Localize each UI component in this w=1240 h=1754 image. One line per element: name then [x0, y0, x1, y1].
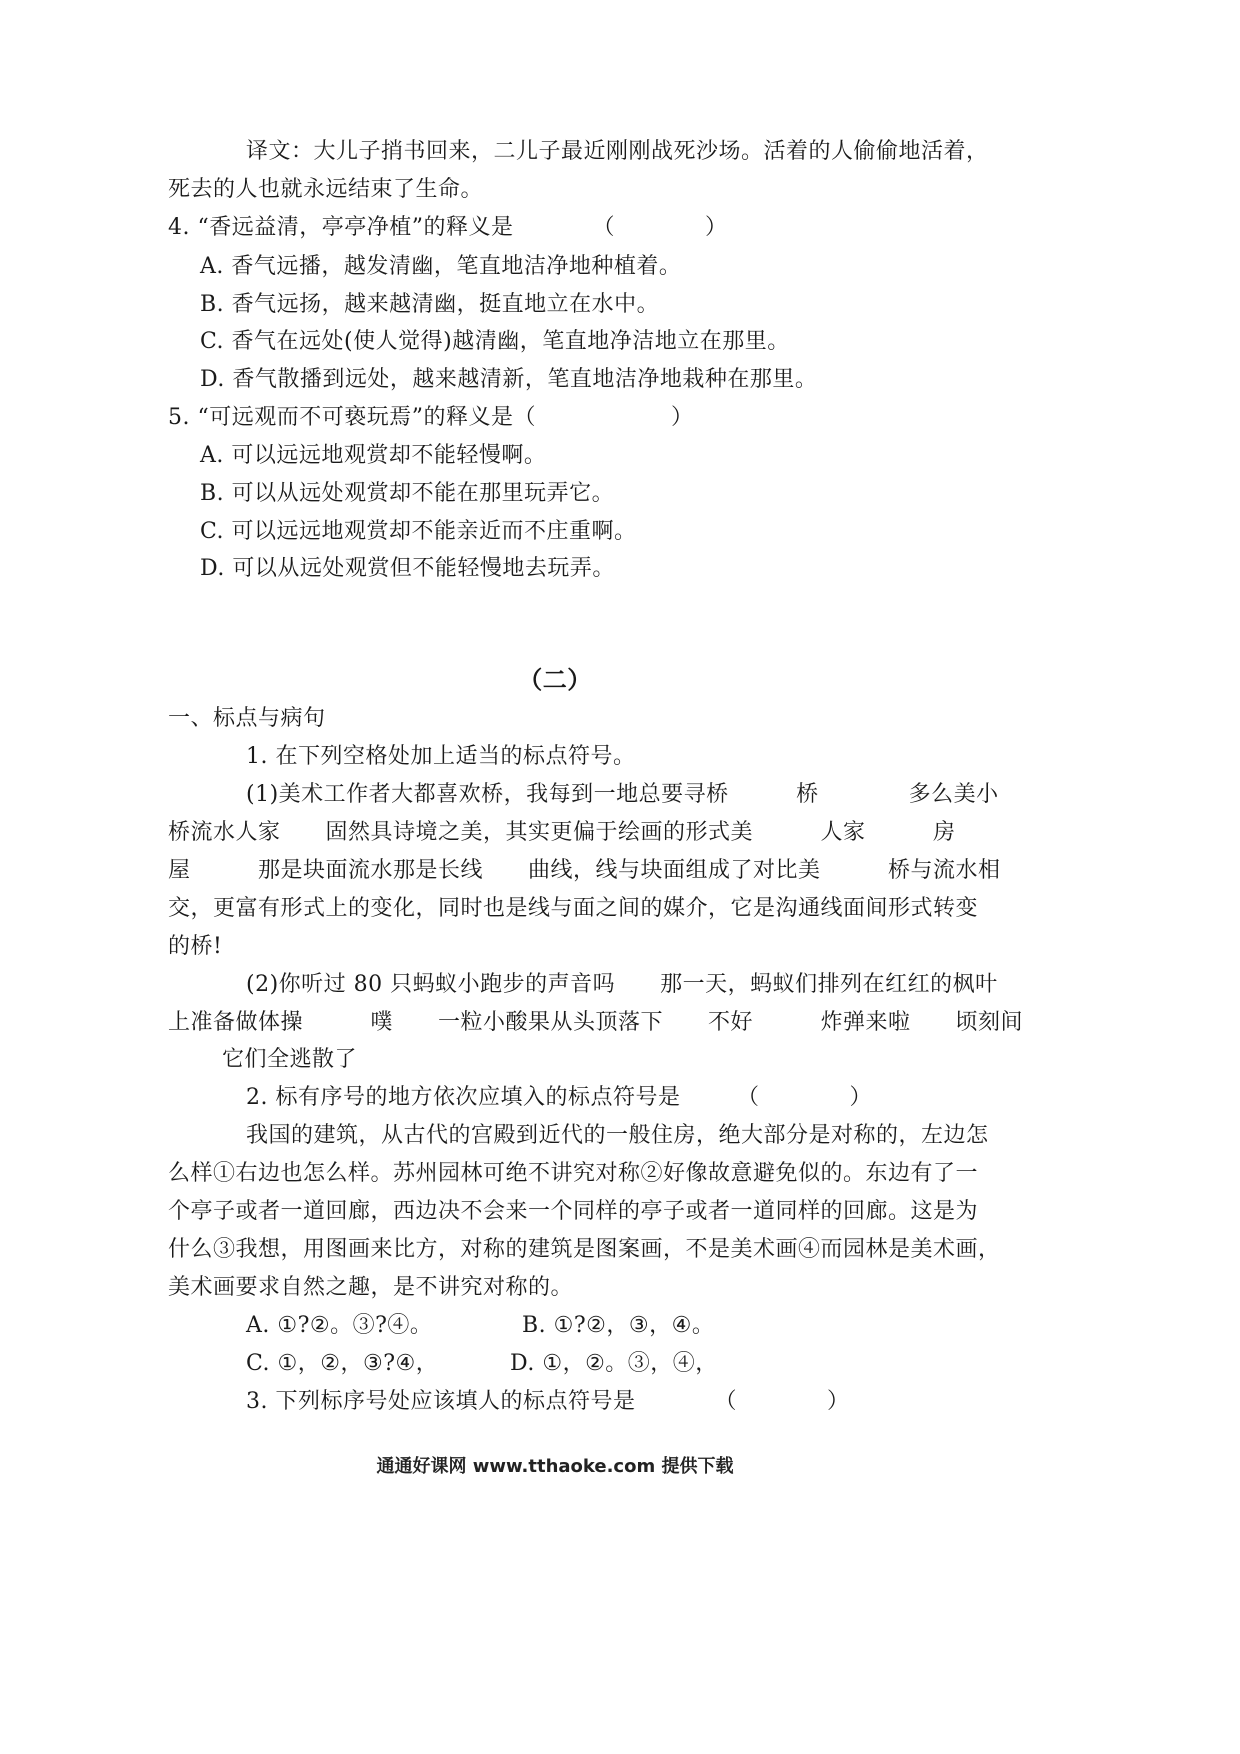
page-footer: 通通好课网 www.tthaoke.com 提供下载	[376, 1456, 734, 1477]
translation-line-1: 译文：大儿子捎书回来，二儿子最近刚刚战死沙场。活着的人偷偷地活着，	[246, 139, 989, 164]
passage-2-line-3: 它们全逃散了	[222, 1047, 358, 1072]
question-4-option-b: B. 香气远扬，越来越清幽，挺直地立在水中。	[200, 292, 660, 317]
section-title: （二）	[518, 665, 592, 694]
question-4-stem: 4. “香远益清，亭亭净植”的释义是 （ ）	[168, 215, 728, 240]
section-heading: 一、标点与病句	[168, 706, 326, 731]
question-5-option-b: B. 可以从远处观赏却不能在那里玩弄它。	[200, 481, 615, 506]
question-4-option-a: A. 香气远播，越发清幽，笔直地洁净地种植着。	[200, 254, 682, 279]
item-2-option-c: C. ①，②，③?④，	[246, 1351, 439, 1376]
passage-3-line-4: 什么③我想，用图画来比方，对称的建筑是图案画，不是美术画④而园林是美术画，	[168, 1237, 1001, 1262]
passage-1-line-1: (1)美术工作者大都喜欢桥，我每到一地总要寻桥 桥 多么美小	[246, 782, 999, 807]
passage-1-line-2: 桥流水人家 固然具诗境之美，其实更偏于绘画的形式美 人家 房	[168, 820, 956, 845]
question-5-option-d: D. 可以从远处观赏但不能轻慢地去玩弄。	[200, 556, 615, 581]
question-5-option-c: C. 可以远远地观赏却不能亲近而不庄重啊。	[200, 519, 637, 544]
item-1-instruction: 1. 在下列空格处加上适当的标点符号。	[246, 744, 636, 769]
passage-3-line-1: 我国的建筑，从古代的宫殿到近代的一般住房，绝大部分是对称的，左边怎	[246, 1123, 989, 1148]
question-4-option-d: D. 香气散播到远处，越来越清新，笔直地洁净地栽种在那里。	[200, 367, 818, 392]
item-3-instruction: 3. 下列标序号处应该填人的标点符号是 （ ）	[246, 1389, 850, 1414]
passage-3-line-2: 么样①右边也怎么样。苏州园林可绝不讲究对称②好像故意避免似的。东边有了一	[168, 1161, 979, 1186]
passage-1-line-4: 交，更富有形式上的变化，同时也是线与面之间的媒介，它是沟通线面间形式转变	[168, 896, 979, 921]
passage-2-line-2: 上准备做体操 噗 一粒小酸果从头顶落下 不好 炸弹来啦 顷刻间	[168, 1010, 1024, 1035]
passage-3-line-5: 美术画要求自然之趣，是不讲究对称的。	[168, 1275, 574, 1300]
item-2-option-a: A. ①?②。③?④。	[246, 1313, 433, 1338]
passage-2-line-1: (2)你听过 80 只蚂蚁小跑步的声音吗 那一天，蚂蚁们排列在红红的枫叶	[246, 972, 998, 997]
item-2-option-d: D. ①，②。③，④，	[510, 1351, 718, 1376]
question-5-stem: 5. “可远观而不可亵玩焉”的释义是（ ）	[168, 405, 694, 430]
question-5-option-a: A. 可以远远地观赏却不能轻慢啊。	[200, 443, 547, 468]
translation-line-2: 死去的人也就永远结束了生命。	[168, 177, 484, 202]
item-2-instruction: 2. 标有序号的地方依次应填入的标点符号是 （ ）	[246, 1085, 872, 1110]
item-2-option-b: B. ①?②，③，④。	[522, 1313, 715, 1338]
question-4-option-c: C. 香气在远处(使人觉得)越清幽，笔直地净洁地立在那里。	[200, 329, 790, 354]
passage-1-line-5: 的桥!	[168, 934, 223, 959]
passage-1-line-3: 屋 那是块面流水那是长线 曲线，线与块面组成了对比美 桥与流水相	[168, 858, 1001, 883]
passage-3-line-3: 个亭子或者一道回廊，西边决不会来一个同样的亭子或者一道同样的回廊。这是为	[168, 1199, 979, 1224]
